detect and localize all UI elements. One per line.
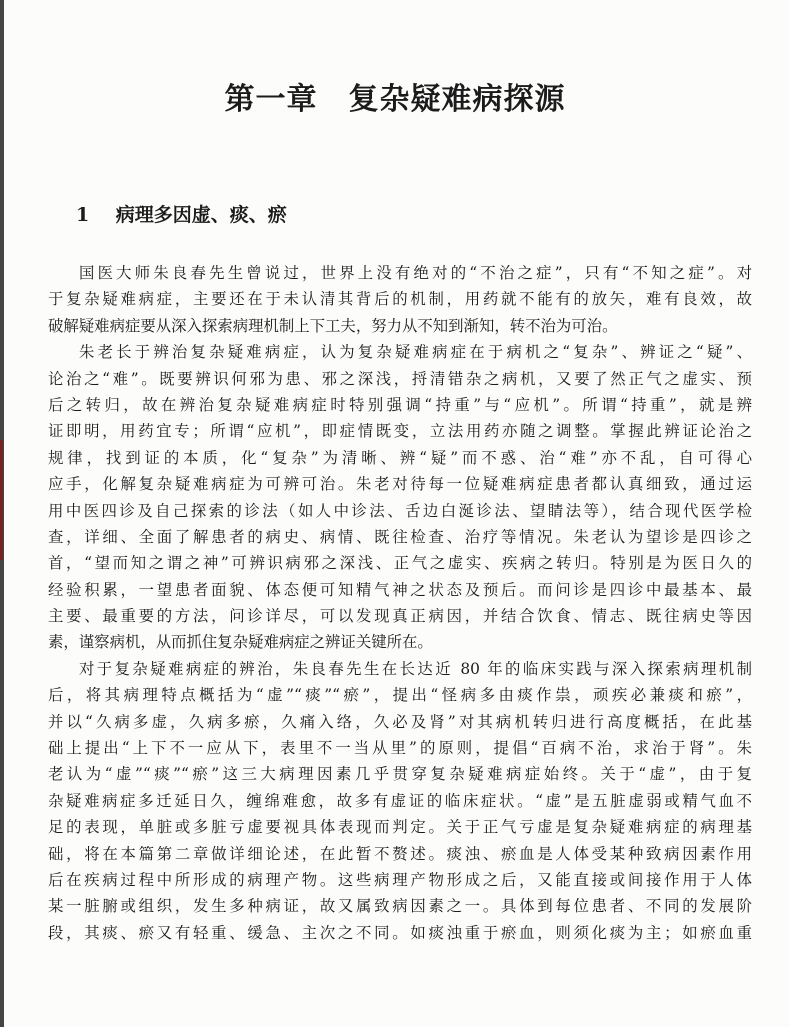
text-line: 论治之“难”。既要辨识何邪为患、邪之深浅，捋清错杂之病机，又要了然正气之虚实、预 bbox=[48, 369, 752, 388]
text-line: 朱老长于辨治复杂疑难病症，认为复杂疑难病症在于病机之“复杂”、辨证之“疑”、 bbox=[79, 343, 752, 362]
text-line: 足的表现，单脏或多脏亏虚要视具体表现而判定。关于正气亏虚是复杂疑难病症的病理基 bbox=[48, 818, 752, 837]
text-line: 础上提出“上下不一应从下，表里不一当从里”的原则，提倡“百病不治，求治于肾”。朱 bbox=[48, 739, 752, 758]
text-line: 段，其痰、瘀又有轻重、缓急、主次之不同。如痰浊重于瘀血，则须化痰为主；如瘀血重 bbox=[48, 923, 752, 942]
section-title: 病理多因虚、痰、瘀 bbox=[115, 204, 287, 226]
text-line: 后之转归，故在辨治复杂疑难病症时特别强调“持重”与“应机”。所谓“持重”，就是辨 bbox=[48, 395, 752, 414]
section-heading bbox=[76, 200, 287, 227]
text-line: 素，谨察病机，从而抓住复杂疑难病症之辨证关键所在。 bbox=[48, 633, 433, 652]
text-line: 证即明，用药宜专；所谓“应机”，即症情既变，立法用药亦随之调整。掌握此辨证论治之 bbox=[48, 422, 752, 441]
text-line: 查，详细、全面了解患者的病史、病情、既往检查、治疗等情况。朱老认为望诊是四诊之 bbox=[48, 527, 752, 546]
text-line: 并以“久病多虚，久病多瘀，久痛入络，久必及肾”对其病机转归进行高度概括，在此基 bbox=[48, 712, 752, 731]
body-text bbox=[48, 260, 752, 946]
text-line: 础，将在本篇第二章做详细论述，在此暂不赘述。痰浊、瘀血是人体受某种致病因素作用 bbox=[48, 844, 752, 863]
text-line: 破解疑难病症要从深入探索病理机制上下工夫，努力从不知到渐知，转不治为可治。 bbox=[48, 316, 618, 335]
text-line: 应手，化解复杂疑难病症为可辨可治。朱老对待每一位疑难病症患者都认真细致，通过运 bbox=[48, 475, 752, 494]
text-line: 用中医四诊及自己探索的诊法（如人中诊法、舌边白涎诊法、望睛法等），结合现代医学检 bbox=[48, 501, 752, 520]
text-line: 规律，找到证的本质，化“复杂”为清晰、辨“疑”而不惑、治“难”亦不乱，自可得心 bbox=[48, 448, 752, 467]
text-line: 于复杂疑难病症，主要还在于未认清其背后的机制，用药就不能有的放矢，难有良效，故 bbox=[48, 290, 752, 309]
text-line: 主要、最重要的方法，问诊详尽，可以发现真正病因，并结合饮食、情志、既往病史等因 bbox=[48, 607, 752, 626]
text-line: 经验积累，一望患者面貌、体态便可知精气神之状态及预后。而问诊是四诊中最基本、最 bbox=[48, 580, 752, 599]
text-line: 老认为“虚”“痰”“瘀”这三大病理因素几乎贯穿复杂疑难病症始终。关于“虚”，由于复 bbox=[48, 765, 752, 784]
text-line: 杂疑难病症多迁延日久，缠绵难愈，故多有虚证的临床症状。“虚”是五脏虚弱或精气血不 bbox=[48, 791, 752, 810]
text-line: 后，将其病理特点概括为“虚”“痰”“瘀”，提出“怪病多由痰作祟，顽疾必兼痰和瘀”， bbox=[48, 686, 752, 705]
text-line: 对于复杂疑难病症的辨治，朱良春先生在长达近 80 年的临床实践与深入探索病理机制 bbox=[79, 659, 752, 678]
text-line: 某一脏腑或组织，发生多种病证，故又属致病因素之一。具体到每位患者、不同的发展阶 bbox=[48, 897, 752, 916]
text-line: 后在疾病过程中所形成的病理产物。这些病理产物形成之后，又能直接或间接作用于人体 bbox=[48, 870, 752, 889]
section-number: 1 bbox=[76, 204, 90, 226]
text-line: 国医大师朱良春先生曾说过，世界上没有绝对的“不治之症”，只有“不知之症”。对 bbox=[79, 264, 752, 282]
chapter-title: 第一章 复杂疑难病探源 bbox=[224, 82, 566, 117]
page-binding-mark bbox=[0, 440, 3, 560]
text-line: 首，“望而知之谓之神”可辨识病邪之深浅、正气之虚实、疾病之转归。特别是为医日久的 bbox=[48, 554, 752, 573]
